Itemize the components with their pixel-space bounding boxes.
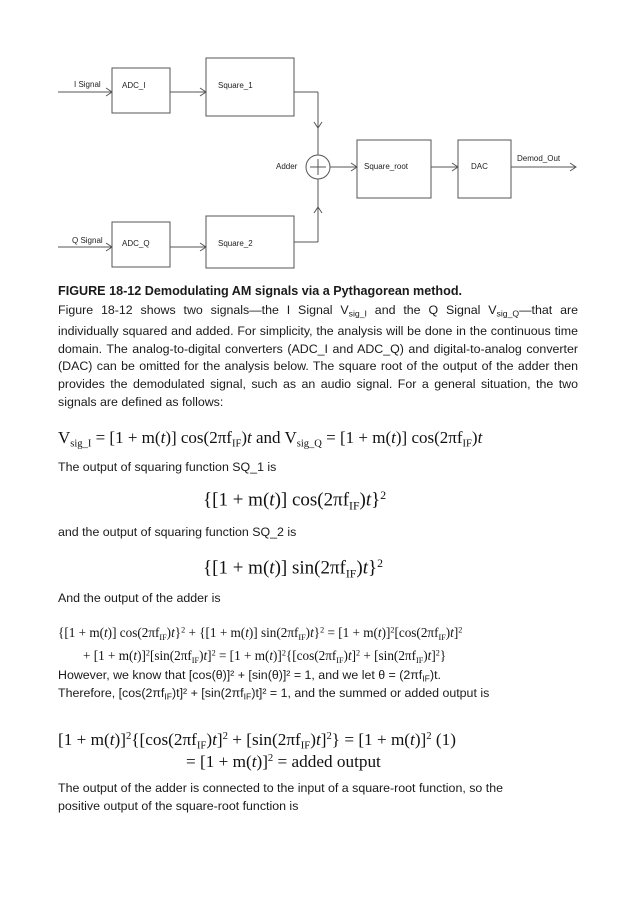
figure-caption: FIGURE 18-12 Demodulating AM signals via a Pythagorean method.: [58, 284, 463, 298]
adc-i-label: ADC_I: [122, 81, 146, 90]
para-part-3: —that are individually squared and added. For simplicity, the analysis will be done in the continuous time domain. The analog-to-digital converters (ADC_I and ADC_Q) and digital-to-analog converter (DAC) can be omitted for the analysis below. The square root of the output of the adder then provides the demodulated signal, such as an audio signal. For a general situation, the two signals are defined as follows:: [58, 303, 578, 409]
sub-sig-q: sig_Q: [496, 308, 520, 319]
diagram-svg: [0, 0, 637, 270]
therefore-part1: Therefore, [cos(2πf: [58, 686, 165, 700]
eq1-part-b2: = [1 + m(: [321, 428, 392, 447]
adder-label: Adder: [276, 162, 298, 171]
adc-q-label: ADC_Q: [122, 239, 150, 248]
therefore-sub2: IF: [243, 691, 252, 702]
q-signal-label: Q Signal: [72, 236, 103, 245]
intro-paragraph: [58, 302, 578, 411]
eq1-sub-q: sig_Q: [296, 438, 322, 450]
eq1-part-d: ): [241, 428, 247, 447]
block-diagram: [0, 0, 637, 270]
final-line-1: The output of the adder is connected to the input of a square-root function, so the: [58, 781, 503, 795]
equation-adder-line1: {[1 + m(t)] $\cos(2\pi f_{IF})t\}^2 + \{[1 + m(t)] \sin(2\pi f_{IF})t\}^2 = [1 + m(t)]^2[\cos(2\pi f_{IF})t]^2$: [58, 625, 463, 642]
eq1-part-b: = [1 + m(: [91, 428, 161, 447]
equation-adder-line2: + $[1 + m(t)]^2[\sin(2\pi f_{IF})t]^2 = [1 + m(t)]^2\{[\cos(2\pi f_{IF})t]^2 + [\sin(2\pi f_{IF})t]^2\}$: [83, 648, 447, 665]
square-1-label: Square_1: [218, 81, 253, 90]
square-2-label: Square_2: [218, 239, 253, 248]
eq1-v: V: [58, 428, 71, 447]
adder-text: And the output of the adder is: [58, 591, 221, 605]
equation-sq1: {[1 + m(t)] $\cos(2\pi f_{IF})t\}^2$: [203, 489, 387, 513]
demod-out-label: Demod_Out: [517, 154, 561, 163]
equation-final-line2: = $[1 + m(t)]^2$ = added output: [186, 752, 381, 771]
added-output-text: added output: [291, 752, 381, 771]
eq1-sub-i: sig_I: [70, 438, 92, 450]
eq1-sub-if2: IF: [462, 438, 472, 450]
therefore-part3: )t]² = 1, and the summed or added output is: [251, 686, 490, 700]
equation-final-line1: $[1 + m(t)]^2\{[\cos(2\pi f_{IF})t]^2 + [\sin(2\pi f_{IF})t]^2\} = [1 + m(t)]^2$ (1): [58, 730, 456, 752]
square-root-label: Square_root: [364, 162, 409, 171]
however-sub: IF: [422, 673, 430, 684]
eq1-part-d2: ): [471, 428, 478, 447]
dac-label: DAC: [471, 162, 488, 171]
eq1-part-c2: )] cos(2πf: [395, 428, 463, 447]
eq1-and: and V: [251, 428, 297, 447]
however-end: )t.: [429, 668, 441, 682]
final-line-2: positive output of the square-root function is: [58, 799, 299, 813]
sq2-text: and the output of squaring function SQ_2 is: [58, 525, 297, 539]
eq1-sub-if: IF: [231, 438, 242, 450]
sq1-text: The output of squaring function SQ_1 is: [58, 460, 277, 474]
therefore-sub1: IF: [164, 691, 173, 702]
para-part-2: and the Q Signal V: [366, 303, 497, 317]
equation-sq2: {[1 + m(t)] $\sin(2\pi f_{IF})t\}^2$: [203, 557, 383, 581]
therefore-part2: )t]² + [sin(2πf: [172, 686, 244, 700]
sub-sig-i: sig_I: [348, 308, 367, 319]
para-part-1: Figure 18-12 shows two signals—the I Signal V: [58, 303, 349, 317]
i-signal-label: I Signal: [74, 80, 101, 89]
therefore-line: [58, 685, 489, 706]
equation-signals: $V_{sig\_I} = [1 + m(t)]$ $\cos(2\pi f_{IF})t$ and $V_{sig\_Q} = [1 + m(t)]$ $\cos(2\pi f_{IF})t$: [58, 428, 483, 450]
eq1-part-c: )] cos(2πf: [165, 428, 232, 447]
adc-i-box: [112, 68, 170, 113]
however-text: However, we know that [cos(θ)]² + [sin(θ)]² = 1, and we let θ = (2πf: [58, 668, 423, 682]
